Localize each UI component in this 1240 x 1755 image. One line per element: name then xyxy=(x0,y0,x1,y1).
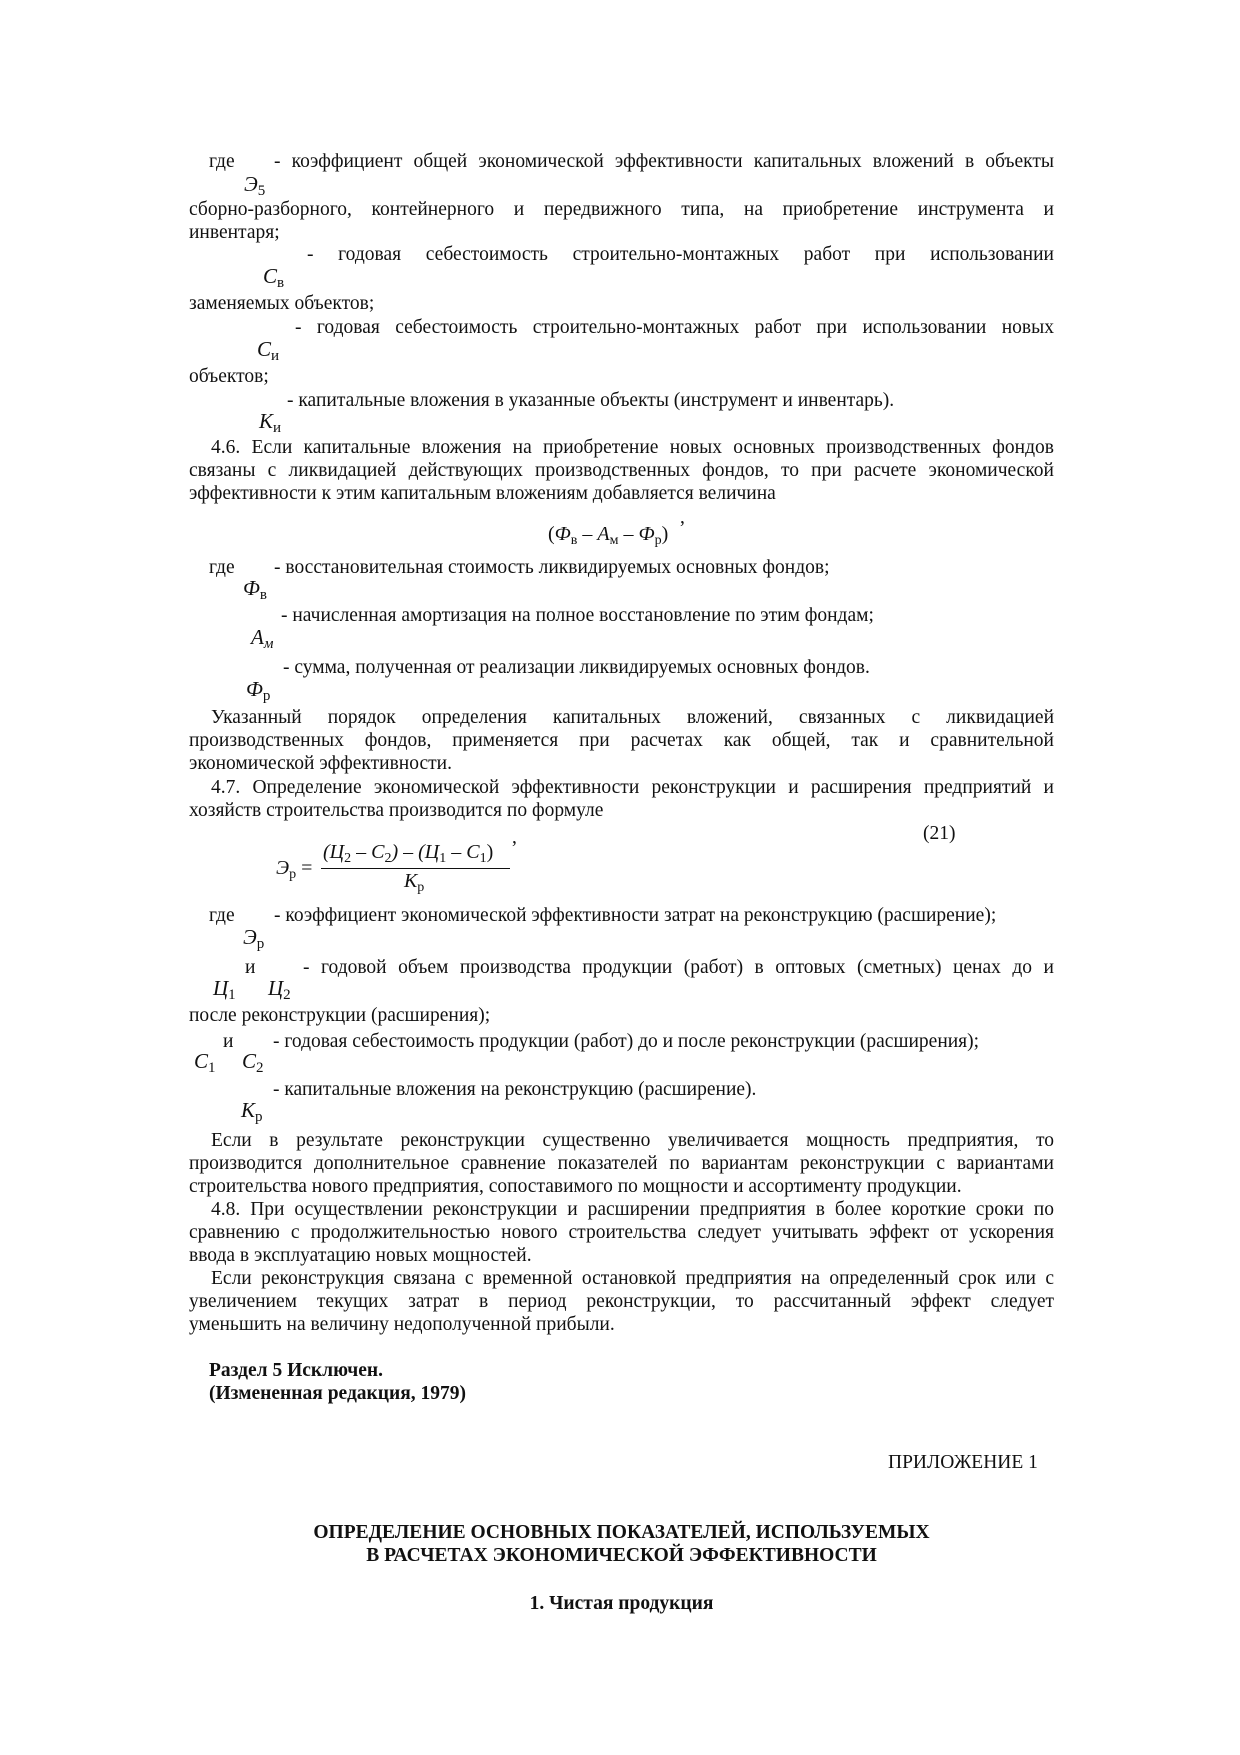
cost-definition: - годовая себестоимость продукции (работ) до и после реконструкции (расширения); xyxy=(273,1031,980,1052)
where-label: где xyxy=(209,151,235,172)
appendix-subtitle: 1. Чистая продукция xyxy=(529,1593,714,1614)
ki-definition: - капитальные вложения в указанные объекты (инструмент и инвентарь). xyxy=(287,390,895,411)
fv-symbol: $Ф_в$ xyxy=(243,576,267,603)
production-volume-definition-line2: после реконструкции (расширения); xyxy=(189,1005,491,1026)
c1-symbol: $Ц_1$ xyxy=(213,976,236,1003)
ci-definition-line1: - годовая себестоимость строительно-монтажных работ при использовании новых xyxy=(295,317,1054,338)
c2-symbol: $Ц_2$ xyxy=(268,976,291,1003)
where-label-3: где xyxy=(209,905,235,926)
and-label-1: и xyxy=(245,957,256,978)
fv-definition: - восстановительная стоимость ликвидируемых основных фондов; xyxy=(274,557,830,578)
fraction-line xyxy=(321,868,510,869)
equation-number: (21) xyxy=(923,823,956,844)
and-label-2: и xyxy=(223,1031,234,1052)
kr-symbol: $К_р$ xyxy=(241,1098,263,1125)
formula-denominator: $К_р$ xyxy=(404,870,425,895)
section-5-heading: Раздел 5 Исключен. xyxy=(209,1360,384,1381)
am-symbol: $А_м$ xyxy=(251,625,274,652)
liquidation-formula: $(Ф_в - А_м - Ф_р)$ xyxy=(548,523,669,548)
temporary-stop-paragraph: Если реконструкция связана с временной остановкой предприятия на определенный срок или с увеличением текущих затрат в период реконструкции, то рассчитанный эффект следует уменьшить на величину недополученной прибыли. xyxy=(189,1268,1054,1335)
kr-definition: - капитальные вложения на реконструкцию (расширение). xyxy=(273,1079,757,1100)
cv-symbol: $С_в$ xyxy=(263,264,285,291)
cv-definition-line2: заменяемых объектов; xyxy=(189,293,375,314)
section-5-revision: (Измененная редакция, 1979) xyxy=(209,1383,467,1404)
am-definition: - начисленная амортизация на полное восстановление по этим фондам; xyxy=(281,605,874,626)
formula-numerator: $(Ц_2 - С_2) - (Ц_1 - С_1)$ xyxy=(323,841,494,866)
liquidation-note-paragraph: Указанный порядок определения капитальных вложений, связанных с ликвидацией производственных фондов, применяется при расчетах как общей, так и сравнительной экономической эффективности. xyxy=(189,707,1054,774)
er-definition: - коэффициент экономической эффективности затрат на реконструкцию (расширение); xyxy=(274,905,997,926)
er-symbol: $Э_р$ xyxy=(243,925,265,952)
appendix-title: ОПРЕДЕЛЕНИЕ ОСНОВНЫХ ПОКАЗАТЕЛЕЙ, ИСПОЛЬЗУЕМЫХ В РАСЧЕТАХ ЭКОНОМИЧЕСКОЙ ЭФФЕКТИВНОСТИ xyxy=(313,1522,930,1566)
section-4-7-paragraph: 4.7. Определение экономической эффективности реконструкции и расширения предприятий и хозяйств строительства производится по формуле xyxy=(189,777,1054,821)
s1-symbol: $С_1$ xyxy=(194,1049,216,1076)
capacity-increase-paragraph: Если в результате реконструкции существенно увеличивается мощность предприятия, то производится дополнительное сравнение показателей по вариантам реконструкции с вариантами строительства нового предприятия, сопоставимого по мощности и ассортименту продукции. xyxy=(189,1130,1054,1197)
s2-symbol: $С_2$ xyxy=(242,1049,264,1076)
section-4-8-paragraph: 4.8. При осуществлении реконструкции и расширении предприятия в более короткие сроки по сравнению с продолжительностью нового строительства следует учитывать эффект от ускорения ввода в эксплуатацию новых мощностей. xyxy=(189,1199,1054,1266)
fr-definition: - сумма, полученная от реализации ликвидируемых основных фондов. xyxy=(283,657,870,678)
ki-symbol: $К_и$ xyxy=(259,409,281,436)
ci-symbol: $С_и$ xyxy=(257,337,280,364)
formula-comma: , xyxy=(680,507,685,528)
e5-definition-cont: сборно-разборного, контейнерного и передвижного типа, на приобретение инструмента и инвентаря; xyxy=(189,199,1054,243)
cv-definition-line1: - годовая себестоимость строительно-монтажных работ при использовании xyxy=(307,244,1054,265)
section-4-6-paragraph: 4.6. Если капитальные вложения на приобретение новых основных производственных фондов связаны с ликвидацией действующих производственных фондов, то при расчете экономической эффективности к этим капитальным вложениям добавляется величина xyxy=(189,437,1054,504)
appendix-label: ПРИЛОЖЕНИЕ 1 xyxy=(888,1452,1038,1473)
document-page: где - коэффициент общей экономической эффективности капитальных вложений в объекты $Э_5$ сборно-разборного, контейнерного и передвижного типа, на приобретение инструмента и инвентаря; - годовая себестоимость строительно-монтажных работ при использовании $С_в$ заменяемых объектов; - годовая себестоимость строительно-монтажных работ при использовании новых $С_и$ объектов; - капитальные вложения в указанные объекты (инструмент и инвентарь). $К_и$ 4.6. Если капитальные вложения на приобретение новых основных производственных фондов связаны с ликвидацией действующих производственных фондов, то при расчете экономической эффективности к этим капитальным вложениям добавляется величина $(Ф_в - А_м - Ф_р)$ , где - восстановительная стоимость ликвидируемых основных фондов; $Ф_в$ - начисленная амортизация на полное восстановление по этим фондам; $А_м$ - сумма, полученная от реализации ликвидируемых основных фондов. $Ф_р$ Указанный порядок определения капитальных вложений, связанных с ликвидацией производственных фондов, применяется при расчетах как общей, так и сравнительной экономической эффективности. 4.7. Определение экономической эффективности реконструкции и расширения предприятий и хозяйств строительства производится по формуле (21) $Э_р$ = $(Ц_2 - С_2) - (Ц_1 - С_1)$ $К_р$ , где - коэффициент экономической эффективности затрат на реконструкцию (расширение); $Э_р$ и - годовой объем производства продукции (работ) в оптовых (сметных) ценах до и $Ц_1$ $Ц_2$ после реконструкции (расширения); и - годовая себестоимость продукции (работ) до и после реконструкции (расширения); $С_1$ $С_2$ - капитальные вложения на реконструкцию (расширение). $К_р$ Если в результате реконструкции существенно увеличивается мощность предприятия, то производится дополнительное сравнение показателей по вариантам реконструкции с вариантами строительства нового предприятия, сопоставимого по мощности и ассортименту продукции. 4.8. При осуществлении реконструкции и расширении предприятия в более короткие сроки по сравнению с продолжительностью нового строительства следует учитывать эффект от ускорения ввода в эксплуатацию новых мощностей. Если реконструкция связана с временной остановкой предприятия на определенный срок или с увеличением текущих затрат в период реконструкции, то рассчитанный эффект следует уменьшить на величину недополученной прибыли. Раздел 5 Исключен. (Измененная редакция, 1979) ПРИЛОЖЕНИЕ 1 ОПРЕДЕЛЕНИЕ ОСНОВНЫХ ПОКАЗАТЕЛЕЙ, ИСПОЛЬЗУЕМЫХ В РАСЧЕТАХ ЭКОНОМИЧЕСКОЙ ЭФФЕКТИВНОСТИ 1. Чистая продукция xyxy=(189,151,1054,1614)
ci-definition-line2: объектов; xyxy=(189,366,269,387)
fr-symbol: $Ф_р$ xyxy=(246,677,271,704)
where-label-2: где xyxy=(209,557,235,578)
e5-symbol: $Э_5$ xyxy=(244,172,266,199)
production-volume-definition: - годовой объем производства продукции (работ) в оптовых (сметных) ценах до и xyxy=(303,957,1054,978)
e5-definition-line1: - коэффициент общей экономической эффективности капитальных вложений в объекты xyxy=(274,151,1054,172)
